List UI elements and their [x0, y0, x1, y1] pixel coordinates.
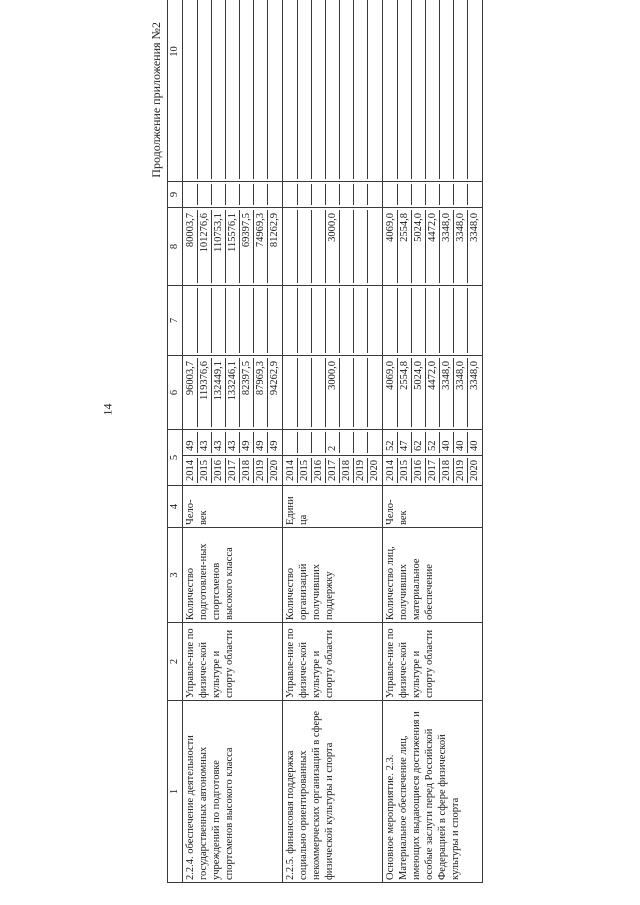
col9-cell-value [226, 184, 240, 205]
col10-cell-value [398, 0, 412, 179]
indicator-value-cell-value [368, 432, 381, 453]
col10-cell-value [212, 0, 226, 179]
table-row [383, 0, 483, 883]
year-cell-value: 2016 [313, 460, 324, 481]
indicator-value-cell-value [354, 432, 368, 453]
indicator-value-cell-value: 43 [212, 432, 226, 453]
col9-cell-value [198, 184, 212, 205]
col8-cell-value [340, 210, 354, 283]
col9-cell-value [240, 184, 254, 205]
indicator-value-cell-value: 43 [226, 432, 240, 453]
year-cell-value: 2018 [341, 460, 352, 481]
col10-cell-value [354, 0, 368, 179]
col9-cell-value [412, 184, 426, 205]
col10-cell-value [440, 0, 454, 179]
total-cell-value [312, 358, 326, 427]
col9-cell-value [368, 184, 381, 205]
program-table [167, 0, 483, 883]
indicator-value-cell-value [298, 432, 312, 453]
col7-cell-value [298, 288, 312, 353]
total-cell-value [354, 358, 368, 427]
col7-cell-value [354, 288, 368, 353]
col10-cell-value [412, 0, 426, 179]
unit-cell: Едини ца [283, 486, 383, 528]
total-cell-value: 5024,0 [412, 358, 426, 427]
col7-cell-value [468, 288, 481, 353]
header-row [168, 0, 183, 883]
col9-cell-value [440, 184, 454, 205]
col8-cell-value: 101276,6 [198, 210, 212, 283]
header-cell: 3 [168, 528, 183, 623]
total-cell-value: 119376,6 [198, 358, 212, 427]
col10-cell-value [184, 0, 198, 179]
header-cell: 10 [168, 0, 183, 182]
col8-cell-value: 4472,0 [426, 210, 440, 283]
indicator-value-cell-value: 49 [184, 432, 198, 453]
header-cell: 8 [168, 208, 183, 286]
col8-cell-value: 81262,9 [269, 213, 280, 248]
col10-cell-value [198, 0, 212, 179]
total-cell-value: 4069,0 [384, 358, 398, 427]
col7-cell-value [240, 288, 254, 353]
indicator-value-cell-value: 62 [412, 432, 426, 453]
indicator-value-cell-value [340, 432, 354, 453]
col10-cell-value [254, 0, 268, 179]
indicator-value-cell [183, 430, 283, 456]
col10-cell-value [240, 0, 254, 179]
col8-cell [183, 208, 283, 286]
indicator-cell: Количество подготовлен-ных спортсменов высокого класса [183, 528, 283, 623]
col8-cell-value: 110753,1 [212, 210, 226, 283]
col8-cell-value: 69397,5 [240, 210, 254, 283]
measure-cell: 2.2.4. обеспечение деятельности государственных автономных учреждений по подготовке спортсменов высокого класса [183, 701, 283, 883]
year-cell-value: 2018 [241, 460, 252, 481]
total-cell [383, 356, 483, 430]
col10-cell [383, 0, 483, 182]
header-cell: 9 [168, 182, 183, 208]
table-row [283, 0, 383, 883]
header-cell: 2 [168, 623, 183, 701]
col8-cell-value: 3000,0 [326, 210, 340, 283]
col7-cell-value [226, 288, 240, 353]
measure-cell: 2.2.5. финансовая поддержка социально ориентированных некоммерческих организаций в сфере физической культуры и спорта [283, 701, 383, 883]
col10-cell-value [326, 0, 340, 179]
col9-cell-value [426, 184, 440, 205]
col7-cell-value [312, 288, 326, 353]
executor-cell: Управле-ние по физичес-кой культуре и спорту области [283, 623, 383, 701]
col8-cell-value: 80003,7 [184, 210, 198, 283]
col7-cell-value [268, 288, 281, 353]
col8-cell-value: 115576,1 [226, 210, 240, 283]
col9-cell-value [340, 184, 354, 205]
indicator-value-cell-value [312, 432, 326, 453]
col10-cell-value [226, 0, 240, 179]
year-cell-value: 2014 [285, 460, 296, 481]
col7-cell-value [284, 288, 298, 353]
year-cell-value: 2018 [441, 460, 452, 481]
total-cell-value: 3348,0 [454, 358, 468, 427]
indicator-value-cell-value: 40 [469, 440, 480, 451]
col10-cell [283, 0, 383, 182]
col9-cell [383, 182, 483, 208]
unit-cell: Чело-век [183, 486, 283, 528]
col7-cell-value [368, 288, 381, 353]
col7-cell-value [426, 288, 440, 353]
total-cell-value: 4472,0 [426, 358, 440, 427]
indicator-value-cell-value: 49 [240, 432, 254, 453]
total-cell-value [340, 358, 354, 427]
col9-cell-value [284, 184, 298, 205]
executor-cell: Управле-ние по физичес-кой культуре и спорту области [383, 623, 483, 701]
indicator-value-cell-value: 52 [384, 432, 398, 453]
total-cell-value: 96003,7 [184, 358, 198, 427]
col9-cell [283, 182, 383, 208]
col9-cell-value [326, 184, 340, 205]
indicator-value-cell-value: 2 [326, 432, 340, 453]
col7-cell-value [384, 288, 398, 353]
total-cell-value: 82397,5 [240, 358, 254, 427]
col10-cell-value [268, 0, 281, 179]
col8-cell-value: 74969,3 [254, 210, 268, 283]
year-cell-value: 2020 [369, 460, 380, 481]
col7-cell-value [184, 288, 198, 353]
header-cell: 6 [168, 356, 183, 430]
col7-cell-value [254, 288, 268, 353]
indicator-value-cell-value: 49 [254, 432, 268, 453]
col7-cell [283, 286, 383, 356]
col9-cell-value [212, 184, 226, 205]
total-cell-value [284, 358, 298, 427]
col7-cell-value [198, 288, 212, 353]
col7-cell [383, 286, 483, 356]
col8-cell-value: 5024,0 [412, 210, 426, 283]
rotated-content [149, 0, 621, 905]
indicator-value-cell-value: 49 [269, 440, 280, 451]
col8-cell-value [298, 210, 312, 283]
indicator-value-cell-value: 43 [198, 432, 212, 453]
col10-cell-value [384, 0, 398, 179]
col9-cell-value [254, 184, 268, 205]
total-cell-value: 87969,3 [254, 358, 268, 427]
total-cell-value: 3348,0 [440, 358, 454, 427]
year-cell [183, 456, 283, 486]
year-cell-value: 2020 [469, 460, 480, 481]
year-cell-value: 2017 [427, 460, 438, 481]
indicator-cell: Количество лиц, получивших материальное обеспечение [383, 528, 483, 623]
year-cell-value: 2019 [355, 460, 366, 481]
header-cell: 7 [168, 286, 183, 356]
year-cell-value: 2015 [299, 460, 310, 481]
col7-cell [183, 286, 283, 356]
col9-cell-value [384, 184, 398, 205]
indicator-value-cell-value: 40 [440, 432, 454, 453]
header-cell: 4 [168, 486, 183, 528]
col7-cell-value [398, 288, 412, 353]
col10-cell-value [426, 0, 440, 179]
col8-cell-value: 2554,8 [398, 210, 412, 283]
col7-cell-value [412, 288, 426, 353]
col8-cell-value [284, 210, 298, 283]
indicator-value-cell-value: 40 [454, 432, 468, 453]
col7-cell-value [440, 288, 454, 353]
indicator-cell: Количество организаций получивших поддержку [283, 528, 383, 623]
indicator-value-cell-value [284, 432, 298, 453]
indicator-value-cell-value: 52 [426, 432, 440, 453]
col8-cell-value: 3348,0 [440, 210, 454, 283]
col10-cell-value [340, 0, 354, 179]
col8-cell-value [368, 210, 381, 283]
col7-cell-value [212, 288, 226, 353]
year-cell-value: 2015 [399, 460, 410, 481]
col10-cell-value [284, 0, 298, 179]
header-cell: 5 [168, 430, 183, 486]
col9-cell-value [454, 184, 468, 205]
total-cell-value: 3348,0 [469, 361, 480, 390]
indicator-value-cell-value: 47 [398, 432, 412, 453]
indicator-value-cell [283, 430, 383, 456]
year-cell-value: 2017 [327, 460, 338, 481]
header-cell: 1 [168, 701, 183, 883]
col7-cell-value [340, 288, 354, 353]
col9-cell-value [268, 184, 281, 205]
year-cell-value: 2020 [269, 460, 280, 481]
col9-cell [183, 182, 283, 208]
col7-cell-value [454, 288, 468, 353]
total-cell-value [298, 358, 312, 427]
col10-cell-value [368, 0, 381, 179]
total-cell-value: 2554,8 [398, 358, 412, 427]
col10-cell-value [312, 0, 326, 179]
col10-cell-value [454, 0, 468, 179]
total-cell-value [368, 358, 381, 427]
col10-cell [183, 0, 283, 182]
col8-cell-value [312, 210, 326, 283]
col9-cell-value [468, 184, 481, 205]
total-cell-value: 133246,1 [226, 358, 240, 427]
year-cell-value: 2019 [255, 460, 266, 481]
year-cell-value: 2016 [213, 460, 224, 481]
col8-cell [283, 208, 383, 286]
rotated-page [149, 0, 621, 905]
total-cell [183, 356, 283, 430]
page-number: 14 [100, 403, 115, 416]
year-cell-value: 2014 [185, 460, 196, 481]
col9-cell-value [312, 184, 326, 205]
col9-cell-value [184, 184, 198, 205]
col10-cell-value [468, 0, 481, 179]
col8-cell-value: 3348,0 [454, 210, 468, 283]
total-cell-value: 94262,9 [269, 361, 280, 396]
year-cell-value: 2015 [199, 460, 210, 481]
year-cell [383, 456, 483, 486]
col7-cell-value [326, 288, 340, 353]
col9-cell-value [298, 184, 312, 205]
col8-cell-value: 4069,0 [384, 210, 398, 283]
indicator-value-cell [383, 430, 483, 456]
total-cell-value: 3000,0 [326, 358, 340, 427]
table-row [183, 0, 283, 883]
total-cell [283, 356, 383, 430]
unit-cell: Чело-век [383, 486, 483, 528]
col8-cell-value [354, 210, 368, 283]
col10-cell-value [298, 0, 312, 179]
year-cell-value: 2017 [227, 460, 238, 481]
year-cell-value: 2019 [455, 460, 466, 481]
year-cell-value: 2014 [385, 460, 396, 481]
col8-cell [383, 208, 483, 286]
measure-cell: Основное мероприятие. 2.3. Материальное обеспечение лиц, имеющих выдающиеся достижения и особые заслуги перед Российской Федерацией в сфере физической культуры и спорта [383, 701, 483, 883]
col9-cell-value [354, 184, 368, 205]
col9-cell-value [398, 184, 412, 205]
annex-label: Продолжение приложения №2 [149, 22, 163, 178]
executor-cell: Управле-ние по физичес-кой культуре и спорту области [183, 623, 283, 701]
year-cell-value: 2016 [413, 460, 424, 481]
col8-cell-value: 3348,0 [469, 213, 480, 242]
total-cell-value: 132449,1 [212, 358, 226, 427]
year-cell [283, 456, 383, 486]
